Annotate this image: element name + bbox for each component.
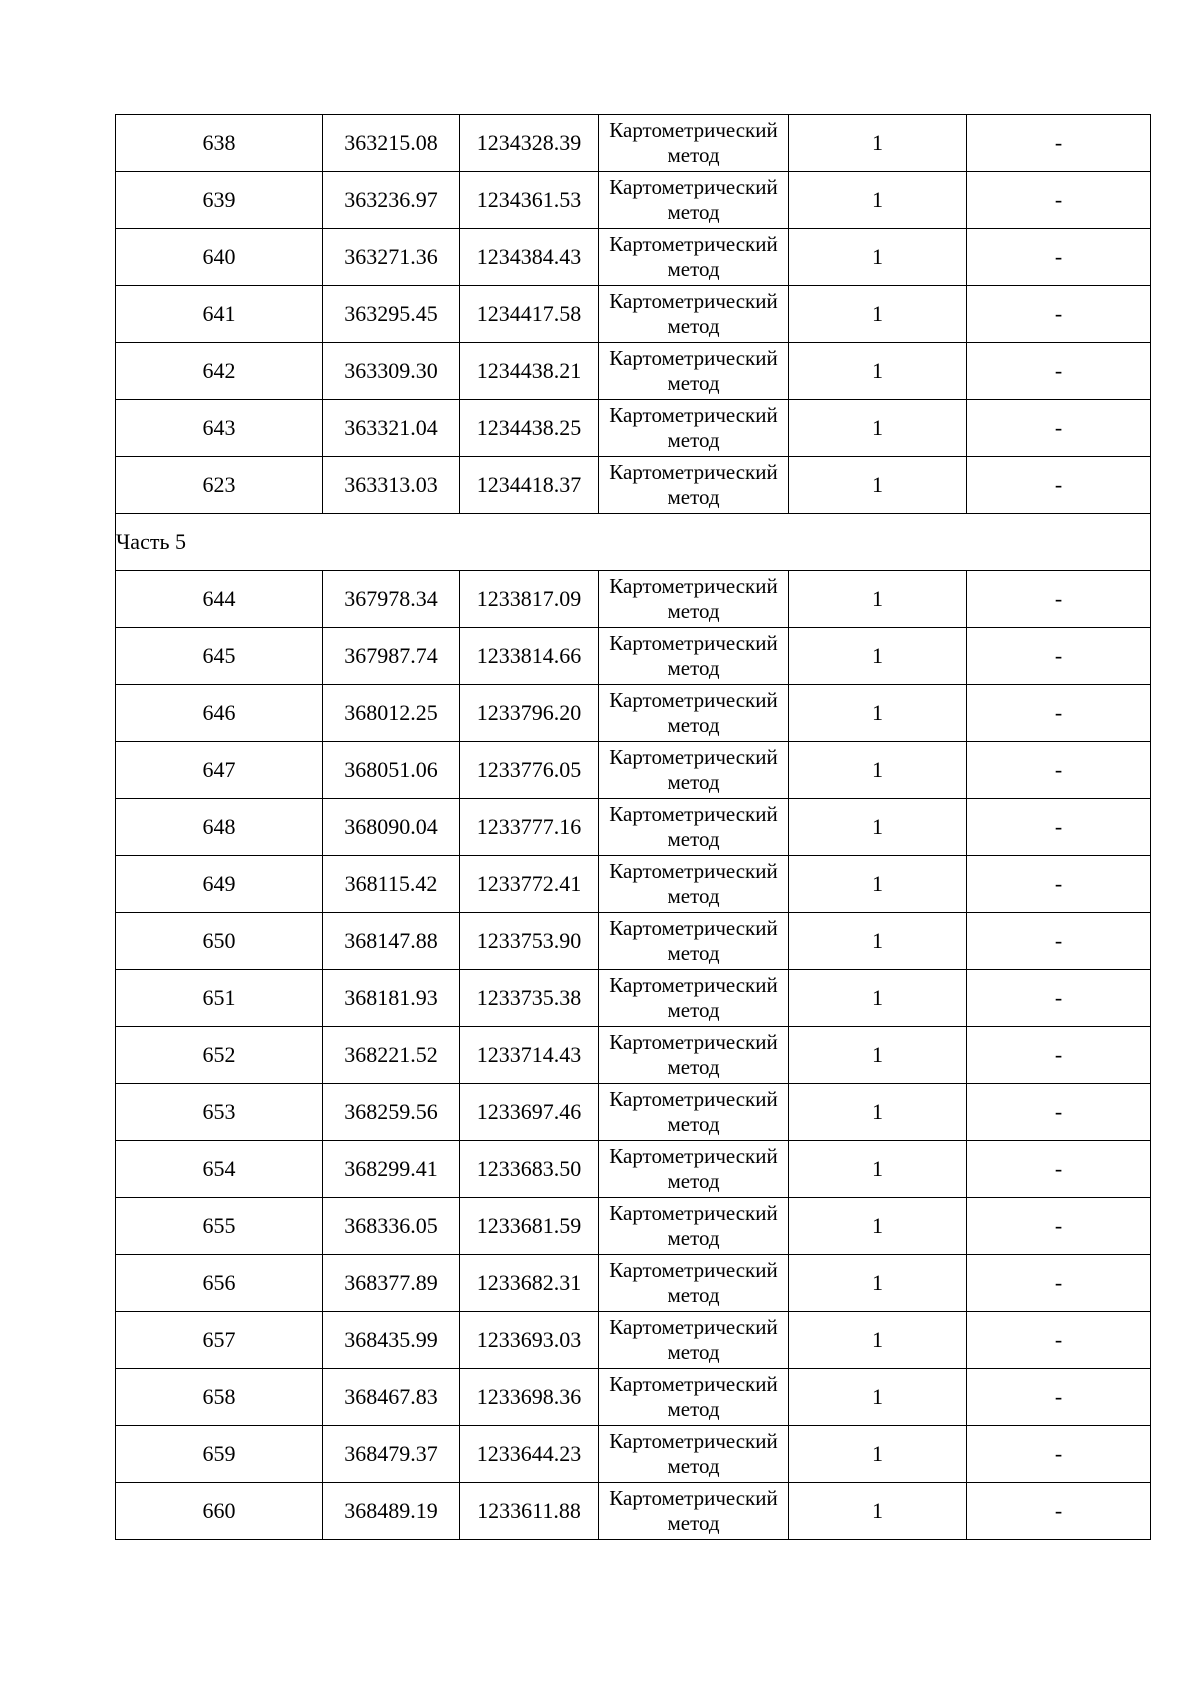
- method-cell: Картометрический метод: [599, 913, 789, 970]
- method-cell: Картометрический метод: [599, 229, 789, 286]
- coordinate-x-cell: 367978.34: [323, 571, 460, 628]
- coordinate-x-cell: 368181.93: [323, 970, 460, 1027]
- point-number-cell: 641: [116, 286, 323, 343]
- coordinate-y-cell: 1233644.23: [460, 1426, 599, 1483]
- accuracy-cell: 1: [789, 400, 967, 457]
- point-number-cell: 652: [116, 1027, 323, 1084]
- coordinate-y-cell: 1234384.43: [460, 229, 599, 286]
- method-cell: Картометрический метод: [599, 1255, 789, 1312]
- coordinate-x-cell: 363236.97: [323, 172, 460, 229]
- method-cell: Картометрический метод: [599, 172, 789, 229]
- table-row: [116, 1426, 1151, 1483]
- table-row: [116, 1198, 1151, 1255]
- note-cell: -: [967, 115, 1151, 172]
- method-cell: Картометрический метод: [599, 115, 789, 172]
- method-cell: Картометрический метод: [599, 1483, 789, 1540]
- note-cell: -: [967, 856, 1151, 913]
- table-row: [116, 1255, 1151, 1312]
- coordinate-x-cell: 368435.99: [323, 1312, 460, 1369]
- accuracy-cell: 1: [789, 286, 967, 343]
- point-number-cell: 651: [116, 970, 323, 1027]
- coordinate-y-cell: 1233611.88: [460, 1483, 599, 1540]
- accuracy-cell: 1: [789, 628, 967, 685]
- accuracy-cell: 1: [789, 1483, 967, 1540]
- point-number-cell: 653: [116, 1084, 323, 1141]
- accuracy-cell: 1: [789, 571, 967, 628]
- method-cell: Картометрический метод: [599, 1084, 789, 1141]
- point-number-cell: 644: [116, 571, 323, 628]
- coordinate-y-cell: 1233683.50: [460, 1141, 599, 1198]
- method-cell: Картометрический метод: [599, 571, 789, 628]
- note-cell: -: [967, 343, 1151, 400]
- coordinate-y-cell: 1234417.58: [460, 286, 599, 343]
- point-number-cell: 640: [116, 229, 323, 286]
- accuracy-cell: 1: [789, 1369, 967, 1426]
- method-cell: Картометрический метод: [599, 1141, 789, 1198]
- note-cell: -: [967, 913, 1151, 970]
- coordinate-y-cell: 1233814.66: [460, 628, 599, 685]
- coordinate-y-cell: 1233682.31: [460, 1255, 599, 1312]
- method-cell: Картометрический метод: [599, 1027, 789, 1084]
- note-cell: -: [967, 1369, 1151, 1426]
- note-cell: -: [967, 457, 1151, 514]
- accuracy-cell: 1: [789, 457, 967, 514]
- coordinate-y-cell: 1233753.90: [460, 913, 599, 970]
- section-header-row: [116, 514, 1151, 571]
- point-number-cell: 647: [116, 742, 323, 799]
- coordinate-y-cell: 1234361.53: [460, 172, 599, 229]
- accuracy-cell: 1: [789, 1141, 967, 1198]
- note-cell: -: [967, 571, 1151, 628]
- note-cell: -: [967, 1084, 1151, 1141]
- method-cell: Картометрический метод: [599, 856, 789, 913]
- coordinate-y-cell: 1233697.46: [460, 1084, 599, 1141]
- coordinate-y-cell: 1233714.43: [460, 1027, 599, 1084]
- accuracy-cell: 1: [789, 1027, 967, 1084]
- coordinate-y-cell: 1234438.25: [460, 400, 599, 457]
- coordinate-y-cell: 1233776.05: [460, 742, 599, 799]
- note-cell: -: [967, 172, 1151, 229]
- table-row: [116, 172, 1151, 229]
- table-row: [116, 343, 1151, 400]
- note-cell: -: [967, 628, 1151, 685]
- note-cell: -: [967, 742, 1151, 799]
- method-cell: Картометрический метод: [599, 1198, 789, 1255]
- method-cell: Картометрический метод: [599, 742, 789, 799]
- note-cell: -: [967, 799, 1151, 856]
- coordinate-y-cell: 1233698.36: [460, 1369, 599, 1426]
- table-row: [116, 1312, 1151, 1369]
- method-cell: Картометрический метод: [599, 1426, 789, 1483]
- coordinate-x-cell: 368467.83: [323, 1369, 460, 1426]
- coordinate-x-cell: 368012.25: [323, 685, 460, 742]
- coordinate-x-cell: 363309.30: [323, 343, 460, 400]
- method-cell: Картометрический метод: [599, 457, 789, 514]
- point-number-cell: 646: [116, 685, 323, 742]
- table-row: [116, 1084, 1151, 1141]
- coordinate-x-cell: 368147.88: [323, 913, 460, 970]
- method-cell: Картометрический метод: [599, 685, 789, 742]
- coordinate-x-cell: 363295.45: [323, 286, 460, 343]
- accuracy-cell: 1: [789, 856, 967, 913]
- coordinate-x-cell: 368221.52: [323, 1027, 460, 1084]
- table-row: [116, 1369, 1151, 1426]
- note-cell: -: [967, 400, 1151, 457]
- method-cell: Картометрический метод: [599, 970, 789, 1027]
- method-cell: Картометрический метод: [599, 286, 789, 343]
- table-row: [116, 1027, 1151, 1084]
- point-number-cell: 660: [116, 1483, 323, 1540]
- note-cell: -: [967, 1141, 1151, 1198]
- table-row: [116, 913, 1151, 970]
- coordinate-x-cell: 368299.41: [323, 1141, 460, 1198]
- table-row: [116, 685, 1151, 742]
- table-row: [116, 1141, 1151, 1198]
- coordinate-y-cell: 1233681.59: [460, 1198, 599, 1255]
- method-cell: Картометрический метод: [599, 400, 789, 457]
- coordinates-table-body: [116, 115, 1151, 1540]
- table-row: [116, 286, 1151, 343]
- accuracy-cell: 1: [789, 685, 967, 742]
- coordinate-y-cell: 1233772.41: [460, 856, 599, 913]
- accuracy-cell: 1: [789, 229, 967, 286]
- coordinate-x-cell: 368090.04: [323, 799, 460, 856]
- point-number-cell: 643: [116, 400, 323, 457]
- method-cell: Картометрический метод: [599, 343, 789, 400]
- method-cell: Картометрический метод: [599, 1369, 789, 1426]
- point-number-cell: 658: [116, 1369, 323, 1426]
- coordinate-x-cell: 363271.36: [323, 229, 460, 286]
- accuracy-cell: 1: [789, 1255, 967, 1312]
- note-cell: -: [967, 1426, 1151, 1483]
- table-row: [116, 1483, 1151, 1540]
- table-row: [116, 970, 1151, 1027]
- table-row: [116, 742, 1151, 799]
- coordinates-table: [115, 114, 1151, 1540]
- accuracy-cell: 1: [789, 799, 967, 856]
- coordinate-y-cell: 1234438.21: [460, 343, 599, 400]
- note-cell: -: [967, 1255, 1151, 1312]
- point-number-cell: 657: [116, 1312, 323, 1369]
- point-number-cell: 655: [116, 1198, 323, 1255]
- point-number-cell: 659: [116, 1426, 323, 1483]
- note-cell: -: [967, 286, 1151, 343]
- coordinate-y-cell: 1234418.37: [460, 457, 599, 514]
- table-row: [116, 799, 1151, 856]
- accuracy-cell: 1: [789, 913, 967, 970]
- point-number-cell: 650: [116, 913, 323, 970]
- accuracy-cell: 1: [789, 172, 967, 229]
- note-cell: -: [967, 229, 1151, 286]
- note-cell: -: [967, 1198, 1151, 1255]
- coordinate-x-cell: 368051.06: [323, 742, 460, 799]
- coordinate-y-cell: 1233796.20: [460, 685, 599, 742]
- section-label: Часть 5: [116, 514, 1151, 571]
- note-cell: -: [967, 1483, 1151, 1540]
- coordinate-x-cell: 368259.56: [323, 1084, 460, 1141]
- accuracy-cell: 1: [789, 970, 967, 1027]
- note-cell: -: [967, 1027, 1151, 1084]
- table-row: [116, 856, 1151, 913]
- coordinate-x-cell: 368479.37: [323, 1426, 460, 1483]
- accuracy-cell: 1: [789, 1084, 967, 1141]
- coordinate-x-cell: 367987.74: [323, 628, 460, 685]
- coordinate-x-cell: 363321.04: [323, 400, 460, 457]
- accuracy-cell: 1: [789, 1312, 967, 1369]
- method-cell: Картометрический метод: [599, 799, 789, 856]
- coordinate-x-cell: 368377.89: [323, 1255, 460, 1312]
- note-cell: -: [967, 1312, 1151, 1369]
- point-number-cell: 638: [116, 115, 323, 172]
- accuracy-cell: 1: [789, 1426, 967, 1483]
- point-number-cell: 623: [116, 457, 323, 514]
- accuracy-cell: 1: [789, 1198, 967, 1255]
- table-row: [116, 229, 1151, 286]
- table-row: [116, 400, 1151, 457]
- table-row: [116, 457, 1151, 514]
- point-number-cell: 649: [116, 856, 323, 913]
- accuracy-cell: 1: [789, 115, 967, 172]
- coordinate-y-cell: 1233735.38: [460, 970, 599, 1027]
- coordinate-x-cell: 368115.42: [323, 856, 460, 913]
- point-number-cell: 642: [116, 343, 323, 400]
- note-cell: -: [967, 970, 1151, 1027]
- coordinate-y-cell: 1233777.16: [460, 799, 599, 856]
- accuracy-cell: 1: [789, 742, 967, 799]
- table-row: [116, 115, 1151, 172]
- note-cell: -: [967, 685, 1151, 742]
- coordinate-x-cell: 368336.05: [323, 1198, 460, 1255]
- coordinate-x-cell: 368489.19: [323, 1483, 460, 1540]
- point-number-cell: 656: [116, 1255, 323, 1312]
- method-cell: Картометрический метод: [599, 628, 789, 685]
- method-cell: Картометрический метод: [599, 1312, 789, 1369]
- table-row: [116, 628, 1151, 685]
- coordinate-y-cell: 1234328.39: [460, 115, 599, 172]
- point-number-cell: 639: [116, 172, 323, 229]
- coordinate-y-cell: 1233817.09: [460, 571, 599, 628]
- point-number-cell: 645: [116, 628, 323, 685]
- point-number-cell: 654: [116, 1141, 323, 1198]
- coordinate-x-cell: 363215.08: [323, 115, 460, 172]
- table-row: [116, 571, 1151, 628]
- coordinate-y-cell: 1233693.03: [460, 1312, 599, 1369]
- coordinate-x-cell: 363313.03: [323, 457, 460, 514]
- point-number-cell: 648: [116, 799, 323, 856]
- accuracy-cell: 1: [789, 343, 967, 400]
